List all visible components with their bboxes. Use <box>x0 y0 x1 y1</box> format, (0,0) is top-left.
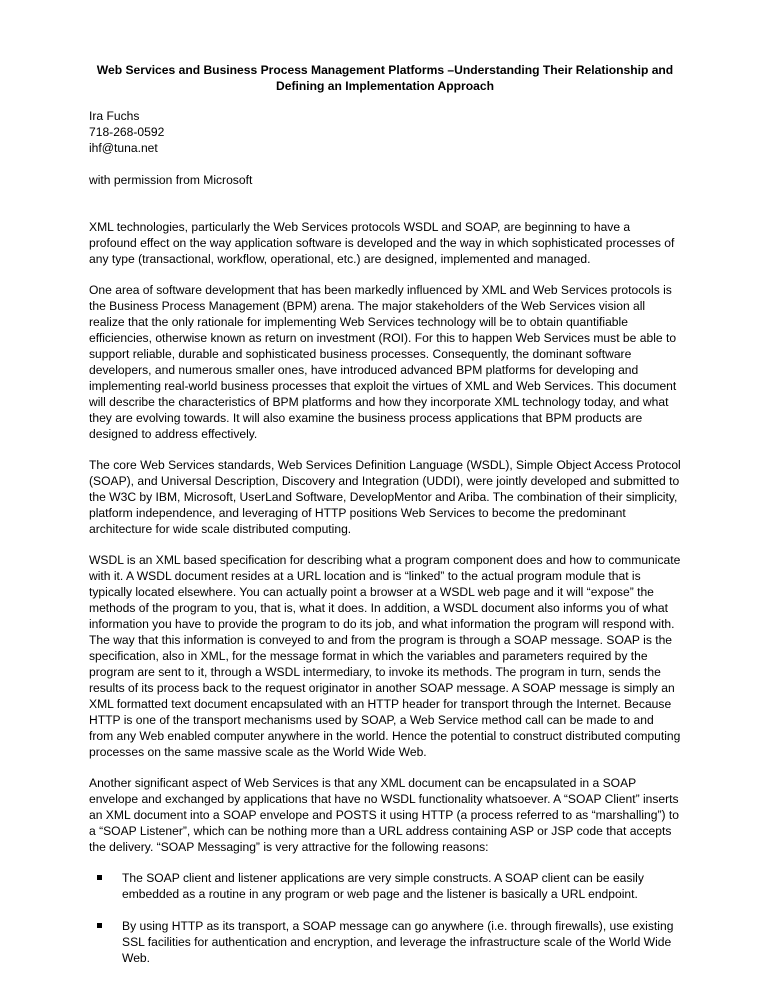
paragraph-soap-messaging: Another significant aspect of Web Services is that any XML document can be encapsulated in a SOAP envelope and exchanged by applications that have no WSDL functionality whatsoever. A “SOAP Client” inserts an XML document into a SOAP envelope and POSTS it using HTTP (a process referred to as “marshalling”) to a “SOAP Listener”, which can be nothing more than a URL address containing ASP or JSP code that accepts the delivery. “SOAP Messaging” is very attractive for the following reasons: <box>89 776 679 854</box>
permission-note: with permission from Microsoft <box>89 173 253 187</box>
paragraph-bpm: One area of software development that has been markedly influenced by XML and Web Services protocols is the Business Process Management (BPM) arena. The major stakeholders of the Web Services vision all realize that the only rationale for implementing Web Services technology will be to obtain quantifiable efficiencies, otherwise known as return on investment (ROI). For this to happen Web Services must be able to support reliable, durable and sophisticated business processes. Consequently, the dominant software developers, and numerous smaller ones, have introduced advanced BPM platforms for developing and implementing real-world business processes that exploit the virtues of XML and Web Services. This document will describe the characteristics of BPM platforms and how they incorporate XML technology today, and what they are evolving towards. It will also examine the business process applications that BPM products are designed to address effectively. <box>89 283 677 441</box>
document-title: Web Services and Business Process Management Platforms –Understanding Their Relationship and Defining an Implementation Approach <box>96 63 674 93</box>
paragraph-wsdl: WSDL is an XML based specification for describing what a program component does and how to communicate with it. A WSDL document resides at a URL location and is “linked” to the actual program module that is typically located elsewhere. You can actually point a browser at a WSDL web page and it will “expose” the methods of the program to you, that is, what it does. In addition, a WSDL document also informs you of what information you have to provide the program to do its job, and what information the program will respond with. The way that this information is conveyed to and from the program is through a SOAP message. SOAP is the specification, also in XML, for the message format in which the variables and parameters required by the program are sent to it, through a WSDL intermediary, to invoke its methods. The program in turn, sends the results of its process back to the request originator in another SOAP message. A SOAP message is simply an XML formatted text document encapsulated with an HTTP header for transport through the Internet. Because HTTP is one of the transport mechanisms used by SOAP, a Web Service method call can be made to and from any Web enabled computer anywhere in the world. Hence the potential to construct distributed computing processes on the same massive scale as the World Wide Web. <box>89 553 681 759</box>
document-page <box>89 62 681 982</box>
list-item <box>89 918 681 966</box>
author-phone: 718-268-0592 <box>89 125 165 139</box>
list-item <box>89 870 681 902</box>
author-email: ihf@tuna.net <box>89 141 158 155</box>
bullet-list <box>89 870 681 966</box>
square-bullet-icon <box>97 923 102 928</box>
list-item-text: By using HTTP as its transport, a SOAP message can go anywhere (i.e. through firewalls), use existing SSL facilities for authentication and encryption, and leverage the infrastructure scale of the World Wide Web. <box>122 919 674 965</box>
list-item-text: The SOAP client and listener applications are very simple constructs. A SOAP client can be easily embedded as a routine in any program or web page and the listener is basically a URL endpoint. <box>122 871 644 901</box>
author-name: Ira Fuchs <box>89 109 140 123</box>
paragraph-standards: The core Web Services standards, Web Services Definition Language (WSDL), Simple Object Access Protocol (SOAP), and Universal Description, Discovery and Integration (UDDI), were jointly developed and submitted to the W3C by IBM, Microsoft, UserLand Software, DevelopMentor and Ariba. The combination of their simplicity, platform independence, and leveraging of HTTP positions Web Services to become the predominant architecture for wide scale distributed computing. <box>89 458 681 536</box>
paragraph-intro: XML technologies, particularly the Web Services protocols WSDL and SOAP, are beginning to have a profound effect on the way application software is developed and the way in which sophisticated processes of any type (transactional, workflow, operational, etc.) are designed, implemented and managed. <box>89 220 675 266</box>
square-bullet-icon <box>97 875 102 880</box>
author-block <box>89 108 681 156</box>
